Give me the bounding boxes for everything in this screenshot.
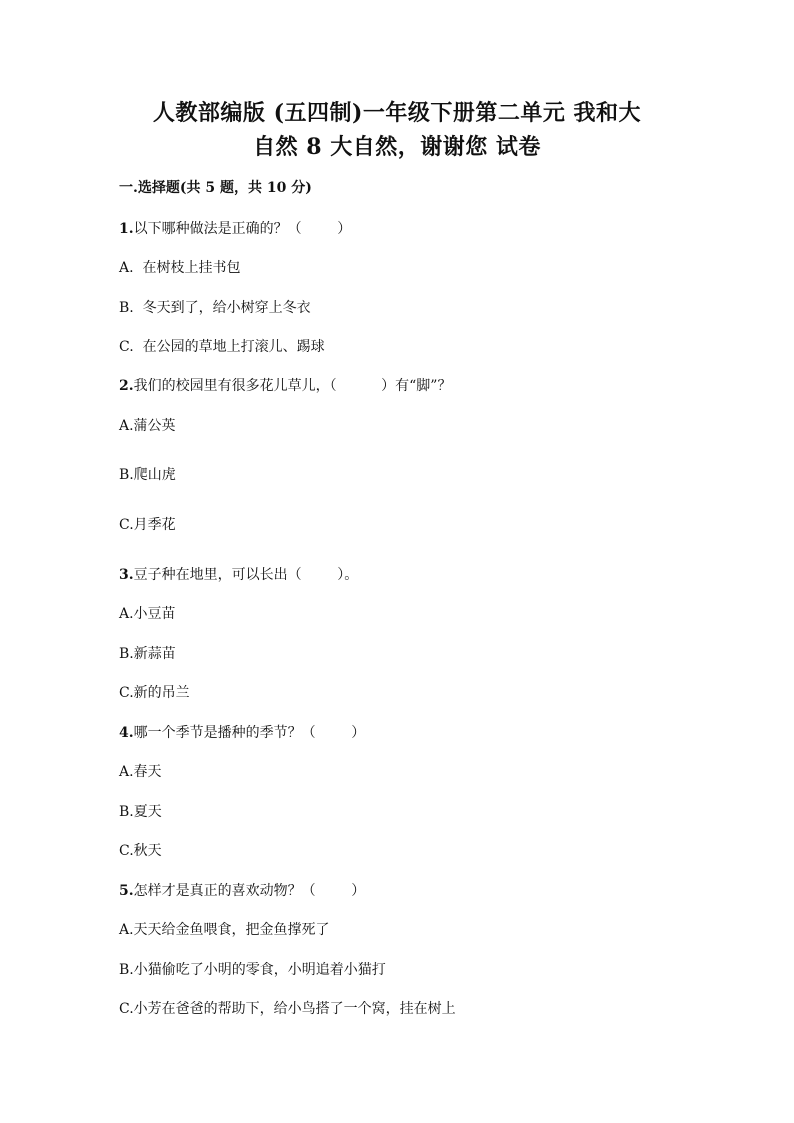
option-3a: A.小豆苗: [119, 606, 176, 622]
question-3: [119, 564, 358, 584]
question-text: 以下哪种做法是正确的？（ ）: [133, 221, 352, 237]
option-2b: B.爬山虎: [119, 467, 176, 483]
option-5a: A.天天给金鱼喂食，把金鱼撑死了: [119, 922, 330, 938]
option-1c: C. 在公园的草地上打滚儿、踢球: [119, 339, 325, 355]
option-1a: A. 在树枝上挂书包: [119, 260, 241, 276]
question-4: [119, 722, 365, 742]
option-1b: B. 冬天到了，给小树穿上冬衣: [119, 300, 311, 316]
page-title: [100, 96, 694, 164]
question-number: 5.: [119, 883, 134, 899]
question-number: 2.: [119, 378, 134, 394]
option-4b: B.夏天: [119, 804, 162, 820]
option-2a: A.蒲公英: [119, 418, 176, 434]
question-number: 4.: [119, 725, 134, 741]
question-1: [119, 218, 351, 238]
question-2: [119, 375, 451, 395]
option-3c: C.新的吊兰: [119, 685, 190, 701]
option-3b: B.新蒜苗: [119, 646, 176, 662]
question-text: 怎样才是真正的喜欢动物？（ ）: [133, 883, 366, 899]
question-text: 我们的校园里有很多花儿草儿，（ ）有“脚”？: [133, 378, 452, 394]
question-text: 豆子种在地里，可以长出（ ）。: [133, 567, 359, 583]
option-4c: C.秋天: [119, 843, 162, 859]
option-4a: A.春天: [119, 764, 162, 780]
title-line-2: 自然 8 大自然，谢谢您 试卷: [253, 134, 541, 160]
title-line-1: 人教部编版 (五四制)一年级下册第二单元 我和大: [152, 100, 642, 126]
question-5: [119, 880, 365, 900]
section-heading: 一.选择题(共 5 题，共 10 分): [119, 180, 312, 196]
option-5b: B.小猫偷吃了小明的零食，小明追着小猫打: [119, 962, 386, 978]
question-text: 哪一个季节是播种的季节？（ ）: [133, 725, 366, 741]
question-number: 1.: [119, 221, 134, 237]
question-number: 3.: [119, 567, 134, 583]
option-2c: C.月季花: [119, 517, 176, 533]
option-5c: C.小芳在爸爸的帮助下，给小鸟搭了一个窝，挂在树上: [119, 1001, 456, 1017]
